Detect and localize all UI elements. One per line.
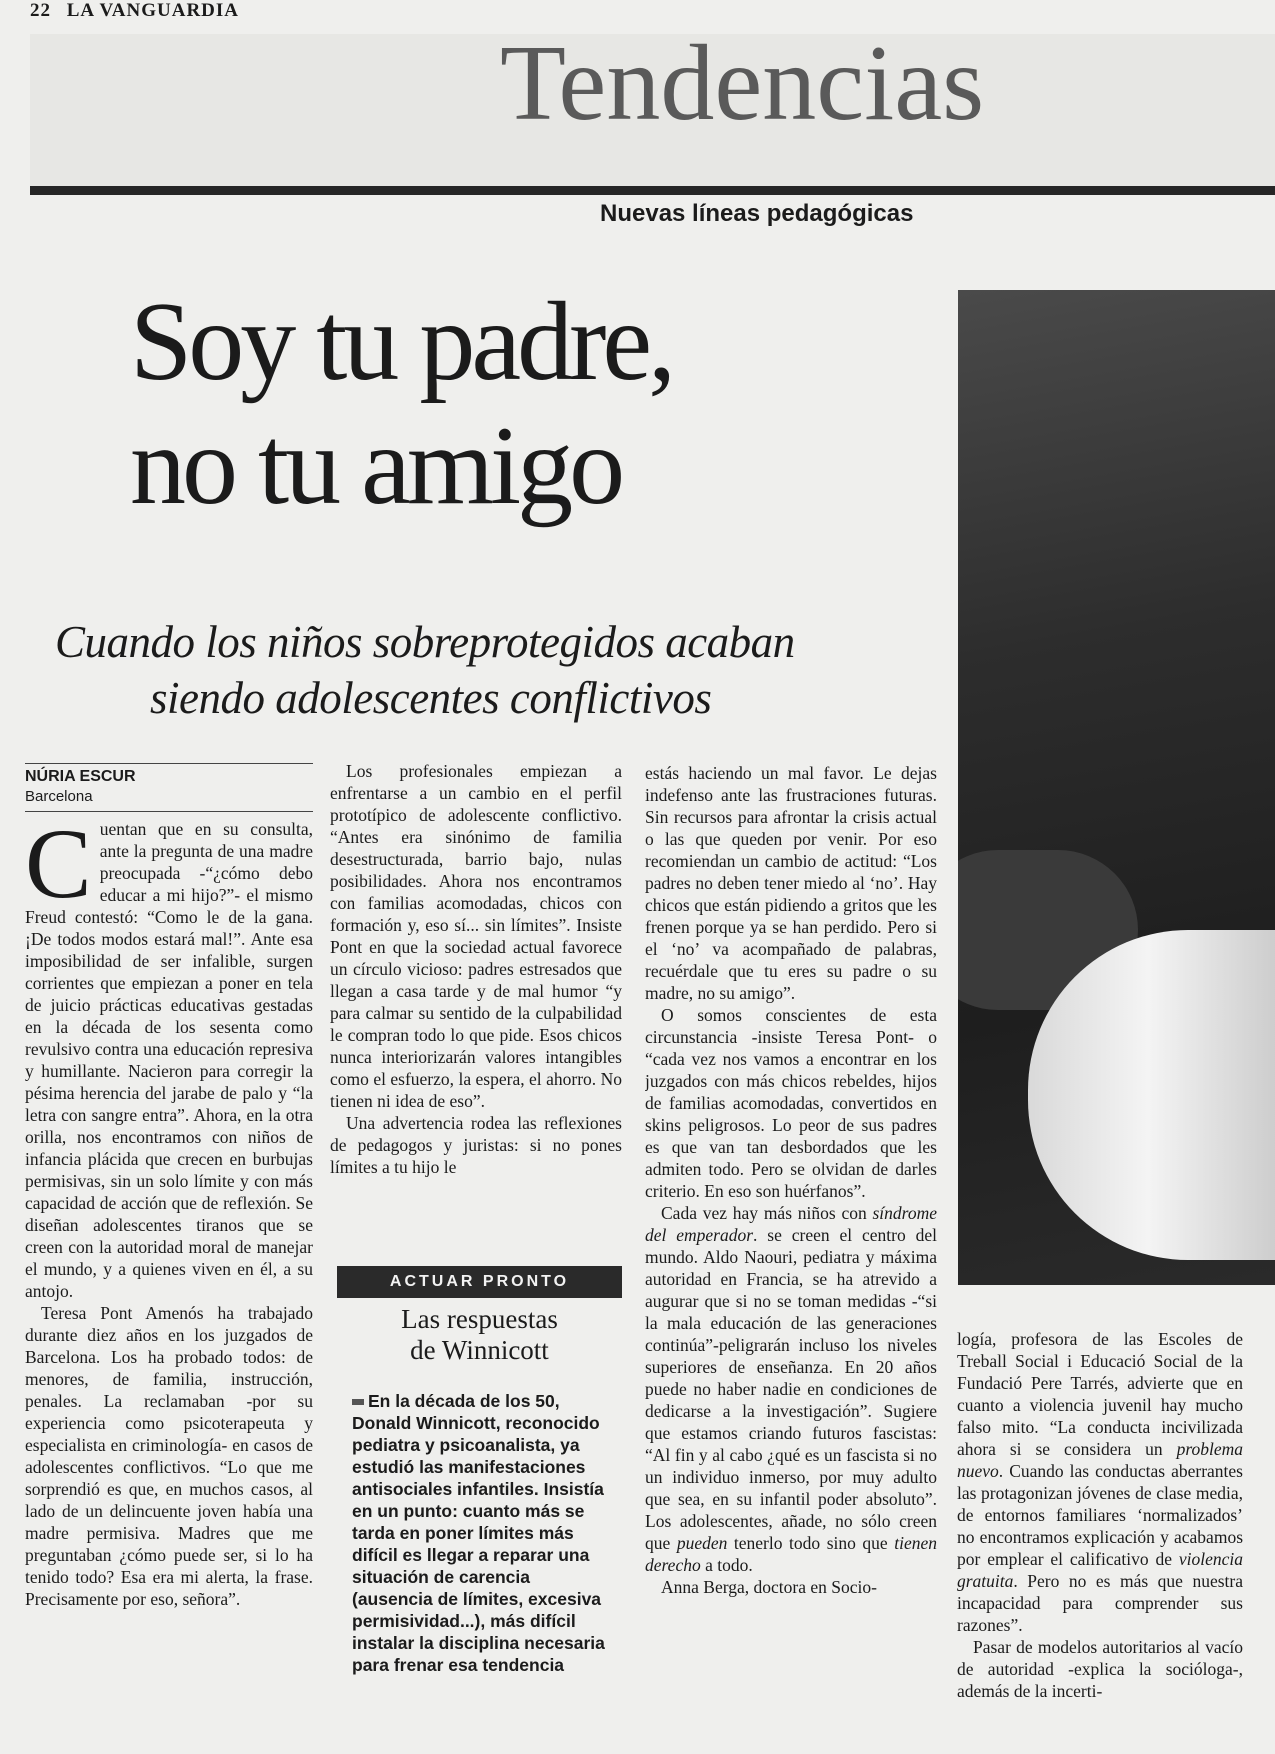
paragraph-text: uentan que en su consulta, ante la pregunta de una madre preocupada -“¿cómo debo educar a mi hijo?”- el mismo Freud contestó: “Como le de la gana. ¡De todos modos estará mal!”. Ante esa imposibilidad de ser infalible, surgen corrientes que empiezan a poner en tela de juicio prácticas educativas gestadas en la década de los sesenta como revulsivo contra una educación represiva y humillante. Nacieron para corregir la pésima herencia del jarabe de palo y “la letra con sangre entra”. Ahora, en la otra orilla, nos encontramos con niños de infancia plácida que crecen en burbujas permisivas, sin un solo límite y con más capacidad de acción que de reflexión. Se diseñan adolescentes tiranos que se creen con la autoridad moral de manejar el mundo, y a quienes viven en él, a su antojo.: [25, 819, 313, 1301]
sidebar-text: [352, 1390, 614, 1745]
section-rule: [30, 186, 1275, 195]
sidebar-title-line-2: de Winnicott: [410, 1335, 549, 1365]
emphasis: pueden: [676, 1533, 728, 1553]
paragraph: Pasar de modelos autoritarios al vacío de autoridad -explica la socióloga-, además de la incerti-: [957, 1637, 1243, 1701]
sidebar-label: ACTUAR PRONTO: [337, 1266, 622, 1298]
emphasis: tienen derecho: [645, 1533, 937, 1575]
subheadline-line-2: siendo adolescentes conflictivos: [150, 673, 712, 723]
page-header: [30, 0, 249, 22]
subheadline: [55, 614, 795, 726]
headline: [130, 280, 672, 528]
emphasis: violencia gratuita: [957, 1549, 1243, 1591]
text-run: a todo.: [700, 1555, 753, 1575]
article-column-4: [957, 1328, 1243, 1748]
emphasis: síndrome del emperador: [645, 1203, 937, 1245]
text-run: . se creen el centro del mundo. Aldo Naouri, pediatra y máxima autoridad en Francia, se ha atrevido a augurar que si no se toman medidas -“si la mala educación de las generaciones continúa”-peligrarán incluso los niveles superiores de enseñanza. En 20 años puede no haber nadie en condiciones de dedicarse a la investigación”. Sugiere que estamos criando futuros fascistas: “Al fin y al cabo ¿qué es un fascista si no un individuo inmerso, por muy adulto que sea, en su infantil poder absoluto”. Los adolescentes, añade, no sólo creen que: [645, 1225, 937, 1553]
paragraph: Una advertencia rodea las reflexiones de pedagogos y juristas: si no pones límites a tu hijo le: [330, 1113, 622, 1177]
sidebar-title: [337, 1304, 622, 1366]
paragraph: Teresa Pont Amenós ha trabajado durante diez años en los juzgados de Barcelona. Los ha probado todos: de menores, de familia, instrucción, penales. La reclamaban -por su experiencia como psicoterapeuta y especialista en criminología- en casos de adolescentes conflictivos. “Lo que me sorprendió es que, en muchos casos, al lado de un delincuente joven había una madre permisiva. Madres que me preguntaban ¿cómo puede ser, si lo ha tenido todo? Esa era mi alerta, la frase. Precisamente por eso, señora”.: [25, 1303, 313, 1609]
bullet-mark-icon: [352, 1399, 364, 1405]
text-run: . Cuando las conductas aberrantes las protagonizan jóvenes de clase media, de entornos familiares ‘normalizados’ no encontramos explicación y acabamos por emplear el calificativo de: [957, 1461, 1243, 1569]
byline-rule-bottom: [25, 811, 313, 812]
sidebar-title-line-1: Las respuestas: [401, 1304, 558, 1334]
text-run: . Pero no es más que nuestra incapacidad para comprender sus razones”.: [957, 1571, 1243, 1635]
article-column-1: [25, 818, 313, 1738]
headline-line-2: no tu amigo: [130, 404, 622, 528]
byline-author: NÚRIA ESCUR: [25, 768, 136, 785]
paragraph: estás haciendo un mal favor. Le dejas indefenso ante las frustraciones futuras. Sin recursos para afrontar la crisis actual o las que queden por venir. Por eso recomiendan un cambio de actitud: “Los padres no deben tener miedo al ‘no’. Hay chicos que están pidiendo a gritos que les frenen porque ya se han perdido. Pero si el ‘no’ va acompañado de palabras, recuérdale que tu eres su padre o su madre, no su amigo”.: [645, 763, 937, 1003]
text-run: logía, profesora de las Escoles de Treball Social i Educació Social de la Fundació Pere Tarrés, advierte que en cuanto a violencia juvenil hay mucho falso mito. “La conducta incivilizada ahora si se considera un: [957, 1329, 1243, 1459]
drop-cap: C: [25, 818, 92, 919]
article-photo: [958, 290, 1275, 1285]
article-column-3: [645, 762, 937, 1742]
byline-location: Barcelona: [25, 788, 93, 805]
paragraph: [957, 1328, 1243, 1636]
emphasis: problema nuevo: [957, 1439, 1243, 1481]
text-run: tenerlo todo sino que: [727, 1533, 895, 1553]
headline-line-1: Soy tu padre,: [130, 280, 673, 404]
subheadline-line-1: Cuando los niños sobreprotegidos acaban: [55, 617, 795, 667]
paragraph: [645, 1202, 937, 1576]
text-run: Cada vez hay más niños con: [661, 1203, 873, 1223]
section-title: Tendencias: [500, 24, 985, 143]
byline-rule-top: [25, 763, 313, 764]
paragraph: [25, 818, 313, 1302]
page-number: 22: [30, 0, 51, 21]
paragraph: Los profesionales empiezan a enfrentarse a un cambio en el perfil prototípico de adolescente conflictivo. “Antes era sinónimo de familia desestructurada, barrio bajo, nulas posibilidades. Ahora nos encontramos con familias acomodadas, chicos con formación y, eso sí... sin límites”. Insiste Pont en que la sociedad actual favorece un círculo vicioso: padres estresados que llegan a casa tarde y de mal humor “y para calmar su sentido de la culpabilidad le compran todo lo que pide. Esos chicos nunca interiorizarán valores intangibles como el esfuerzo, la espera, el ahorro. No tienen ni idea de eso”.: [330, 761, 622, 1111]
article-column-2: [330, 760, 622, 1230]
publication-name: LA VANGUARDIA: [66, 0, 239, 21]
kicker: Nuevas líneas pedagógicas: [600, 200, 914, 227]
sidebar-body: En la década de los 50, Donald Winnicott, reconocido pediatra y psicoanalista, ya estudió las manifestaciones antisociales infantiles. Insistía en un punto: cuanto más se tarda en poner límites más difícil es llegar a reparar una situación de carencia (ausencia de límites, excesiva permisividad...), más difícil instalar la disciplina necesaria para frenar esa tendencia: [352, 1391, 605, 1675]
paragraph: O somos conscientes de esta circunstancia -insiste Teresa Pont- o “cada vez nos vamos a encontrar en los juzgados con más chicos rebeldes, hijos de familias acomodadas, convertidos en skins peligrosos. Lo peor de sus padres es que van tan desbordados que les admiten todo. Pero se olvidan de darles criterio. En eso son huérfanos”.: [645, 1005, 937, 1201]
paragraph: Anna Berga, doctora en Socio-: [661, 1577, 877, 1597]
